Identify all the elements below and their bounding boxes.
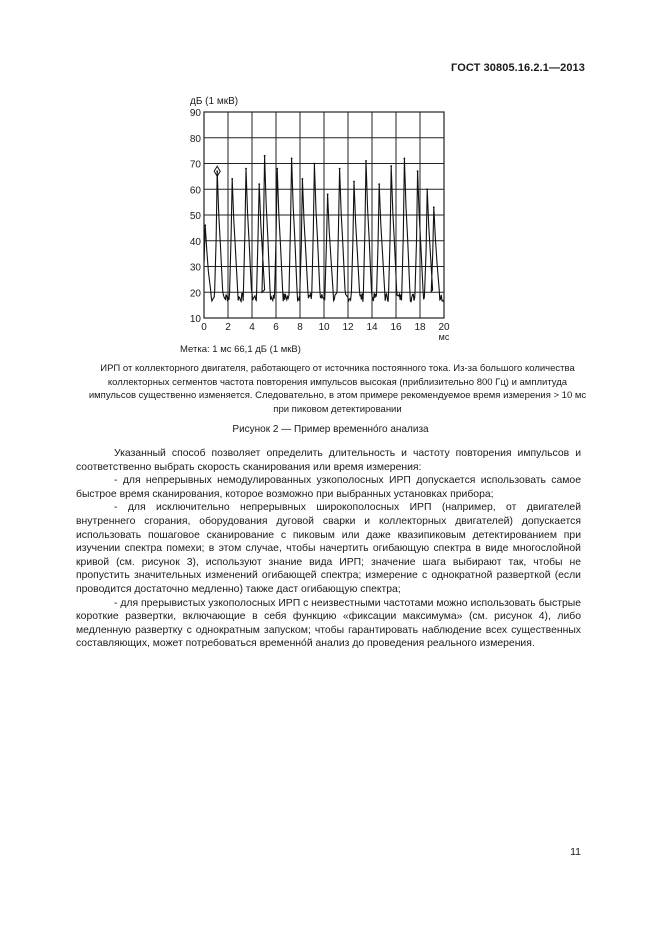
x-tick-label: 2	[225, 322, 231, 333]
peak-point	[264, 155, 266, 157]
peak-point	[353, 181, 355, 183]
peak-point	[417, 170, 419, 172]
caption-line: коллекторных сегментов частота повторения импульсов высокая (приблизительно 800 Гц) и амплитуда	[107, 376, 568, 388]
y-axis-label: дБ (1 мкВ)	[190, 96, 239, 107]
peak-point	[390, 165, 392, 167]
y-tick-label: 40	[189, 236, 201, 248]
peak-point	[245, 168, 247, 170]
y-tick-label: 30	[189, 262, 201, 274]
peak-point	[216, 170, 218, 172]
x-tick-label: 12	[342, 322, 354, 333]
caption-line: импульсов существенно изменяется. Следовательно, в этом примере рекомендуемое время измерения > 10 мс	[88, 390, 587, 401]
x-tick-label: 18	[414, 322, 426, 333]
peak-point	[378, 183, 380, 185]
x-tick-label: 4	[249, 322, 255, 333]
y-tick-label: 10	[189, 314, 201, 325]
marker-annotation: Метка: 1 мс 66,1 дБ (1 мкВ)	[180, 344, 301, 355]
peak-point	[433, 206, 435, 208]
peak-point	[276, 168, 278, 170]
time-analysis-chart	[170, 88, 470, 350]
caption-line: ИРП от коллекторного двигателя, работающего от источника постоянного тока. Из-за большого количества	[100, 363, 575, 374]
x-tick-label: 20	[438, 322, 450, 333]
peak-point	[314, 163, 316, 165]
body-text	[76, 447, 581, 651]
x-tick-label: 10	[318, 322, 330, 333]
y-tick-label: 50	[189, 211, 201, 222]
figure-title: Рисунок 2 — Пример временно́го анализа	[232, 424, 429, 435]
peak-point	[231, 178, 233, 180]
x-tick-label: 0	[201, 322, 207, 333]
y-tick-label: 80	[189, 133, 201, 145]
y-tick-label: 70	[189, 159, 201, 171]
y-tick-label: 20	[189, 288, 201, 300]
peak-point	[291, 157, 293, 159]
caption-line: при пиковом детектировании	[273, 403, 402, 415]
peak-point	[426, 188, 428, 190]
x-tick-label: 8	[297, 322, 303, 333]
peak-point	[258, 183, 260, 185]
paragraph: - для исключительно непрерывных широкополосных ИРП (например, от двигателей внутреннего сгорания, оборудования дуговой сварки и коллекторных двигателей) допускается использовать пошаговое сканирование с пиковым или даже квазипиковым детектированием при изучении спектра помехи; в этом случае, чтобы начертить огибающую спектра в виде многослойной кривой (см. рисунок 3), используют знание вида ИРП; значение шага выбирают так, чтобы не пропустить значительных изменений огибающей спектра; измерение с однократной разверткой (если проводится достаточно медленно) также даст огибающую спектра;	[76, 502, 581, 595]
paragraph: - для непрерывных немодулированных узкополосных ИРП допускается использовать самое быстрое время сканирования, которое возможно при выбранных установках прибора;	[76, 475, 581, 500]
x-unit-label: мс	[438, 332, 450, 342]
peak-point	[204, 224, 206, 226]
paragraph: - для прерывистых узкополосных ИРП с неизвестными частотами можно использовать быстрые короткие развертки, включающие в себя функцию «фиксации максимума» (см. рисунок 4), либо медленную развертку с однократным запуском; чтобы гарантировать наблюдение всех существенных составляющих, может потребоваться временно́й анализ до проведения реального измерения.	[76, 597, 581, 650]
figure-caption	[70, 362, 605, 416]
y-tick-label: 60	[189, 185, 201, 197]
peak-point	[302, 178, 304, 180]
x-tick-label: 6	[273, 322, 279, 333]
paragraph: Указанный способ позволяет определить длительность и частоту повторения импульсов и соответственно выбрать скорость сканирования или время измерения:	[76, 448, 581, 473]
peak-point	[327, 194, 329, 196]
peak-point	[365, 160, 367, 162]
x-tick-label: 16	[390, 322, 402, 333]
peak-point	[339, 168, 341, 170]
standard-id: ГОСТ 30805.16.2.1—2013	[451, 62, 585, 74]
peak-point	[404, 157, 406, 159]
page-number: 11	[570, 846, 581, 858]
y-tick-label: 90	[189, 108, 201, 119]
x-tick-label: 14	[366, 322, 378, 333]
